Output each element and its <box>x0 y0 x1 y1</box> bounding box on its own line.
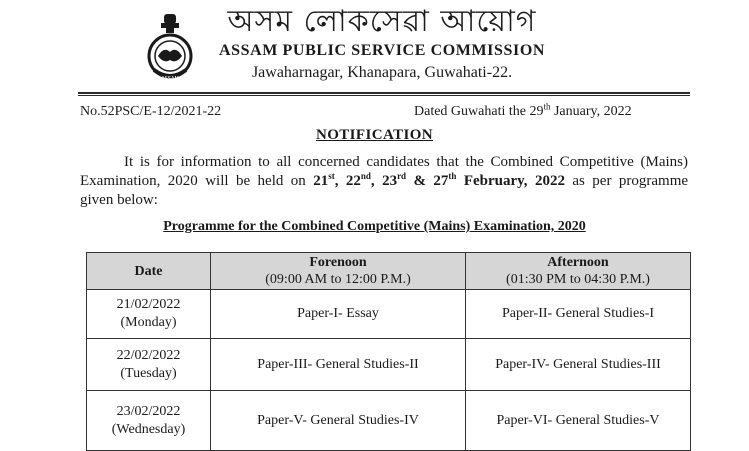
commission-name-bengali: অসম লোকসেৱা আয়োগ <box>227 4 537 39</box>
cell-afternoon: Paper-II- General Studies-I <box>466 290 691 339</box>
line2-start: Examination, 2020 will be held on <box>80 173 314 189</box>
cell-forenoon: Paper-V- General Studies-IV <box>211 391 466 451</box>
date-sep: February, 2022 <box>456 173 565 189</box>
cell-afternoon: Paper-IV- General Studies-III <box>466 339 691 391</box>
header-date-label: Date <box>134 263 163 279</box>
date-sep: & <box>406 173 434 189</box>
date-value: 23/02/2022 <box>116 403 181 419</box>
table-row <box>87 391 691 451</box>
cell-forenoon: Paper-I- Essay <box>211 290 466 339</box>
header-afternoon <box>466 253 691 290</box>
day-value: (Wednesday) <box>111 421 186 437</box>
date-sup: th <box>448 171 457 181</box>
exam-dates <box>313 173 565 189</box>
date-sup: rd <box>397 171 407 181</box>
reference-date <box>414 101 632 120</box>
header-rule-thin <box>78 95 690 96</box>
date-day: 23 <box>382 173 398 189</box>
date-day: 27 <box>433 173 449 189</box>
notification-paragraph <box>80 153 688 210</box>
cell-date <box>87 339 211 391</box>
header-rule-thick <box>78 92 690 94</box>
header-forenoon-time: (09:00 AM to 12:00 P.M.) <box>265 272 411 287</box>
date-value: 21/02/2022 <box>116 297 181 312</box>
paragraph-line-1: It is for information to all concerned candidates that the Combined Competitive (Mains) <box>124 154 688 170</box>
header-afternoon-time: (01:30 PM to 04:30 P.M.) <box>506 272 650 287</box>
day-value: (Tuesday) <box>120 365 177 381</box>
cell-afternoon: Paper-VI- General Studies-V <box>466 391 691 451</box>
exam-schedule-table <box>86 252 691 451</box>
notification-title: NOTIFICATION <box>315 127 434 143</box>
emblem-label: ASSAM <box>161 76 179 82</box>
table-header-row <box>87 253 691 290</box>
header-date <box>87 253 211 290</box>
header-afternoon-label: Afternoon <box>547 255 609 270</box>
date-value: 22/02/2022 <box>116 347 181 363</box>
cell-date <box>87 391 211 451</box>
date-day: 21 <box>313 173 329 189</box>
date-sep: , <box>334 173 346 189</box>
programme-title: Programme for the Combined Competitive (Mains) Examination, 2020 <box>163 219 586 234</box>
commission-name-english: ASSAM PUBLIC SERVICE COMMISSION <box>218 42 546 59</box>
table-row <box>87 339 691 391</box>
paragraph-line-3: given below: <box>80 192 158 208</box>
date-day: 22 <box>345 173 361 189</box>
header-forenoon-label: Forenoon <box>309 255 367 270</box>
cell-date <box>87 290 211 339</box>
date-sup: th <box>543 101 551 112</box>
commission-address: Jawaharnagar, Khanapara, Guwahati-22. <box>251 64 513 81</box>
reference-number: No.52PSC/E-12/2021-22 <box>80 104 222 119</box>
table-row <box>87 290 691 339</box>
header-forenoon <box>211 253 466 290</box>
line2-end: as per programme <box>564 173 689 189</box>
date-sep: , <box>370 173 383 189</box>
date-sup: nd <box>360 171 371 181</box>
date-prefix: Dated Guwahati the 29 <box>414 104 544 119</box>
date-suffix: January, 2022 <box>550 104 632 119</box>
date-sup: st <box>328 171 335 181</box>
day-value: (Monday) <box>120 315 177 330</box>
cell-forenoon: Paper-III- General Studies-II <box>211 339 466 391</box>
paragraph-line-2 <box>80 172 688 191</box>
